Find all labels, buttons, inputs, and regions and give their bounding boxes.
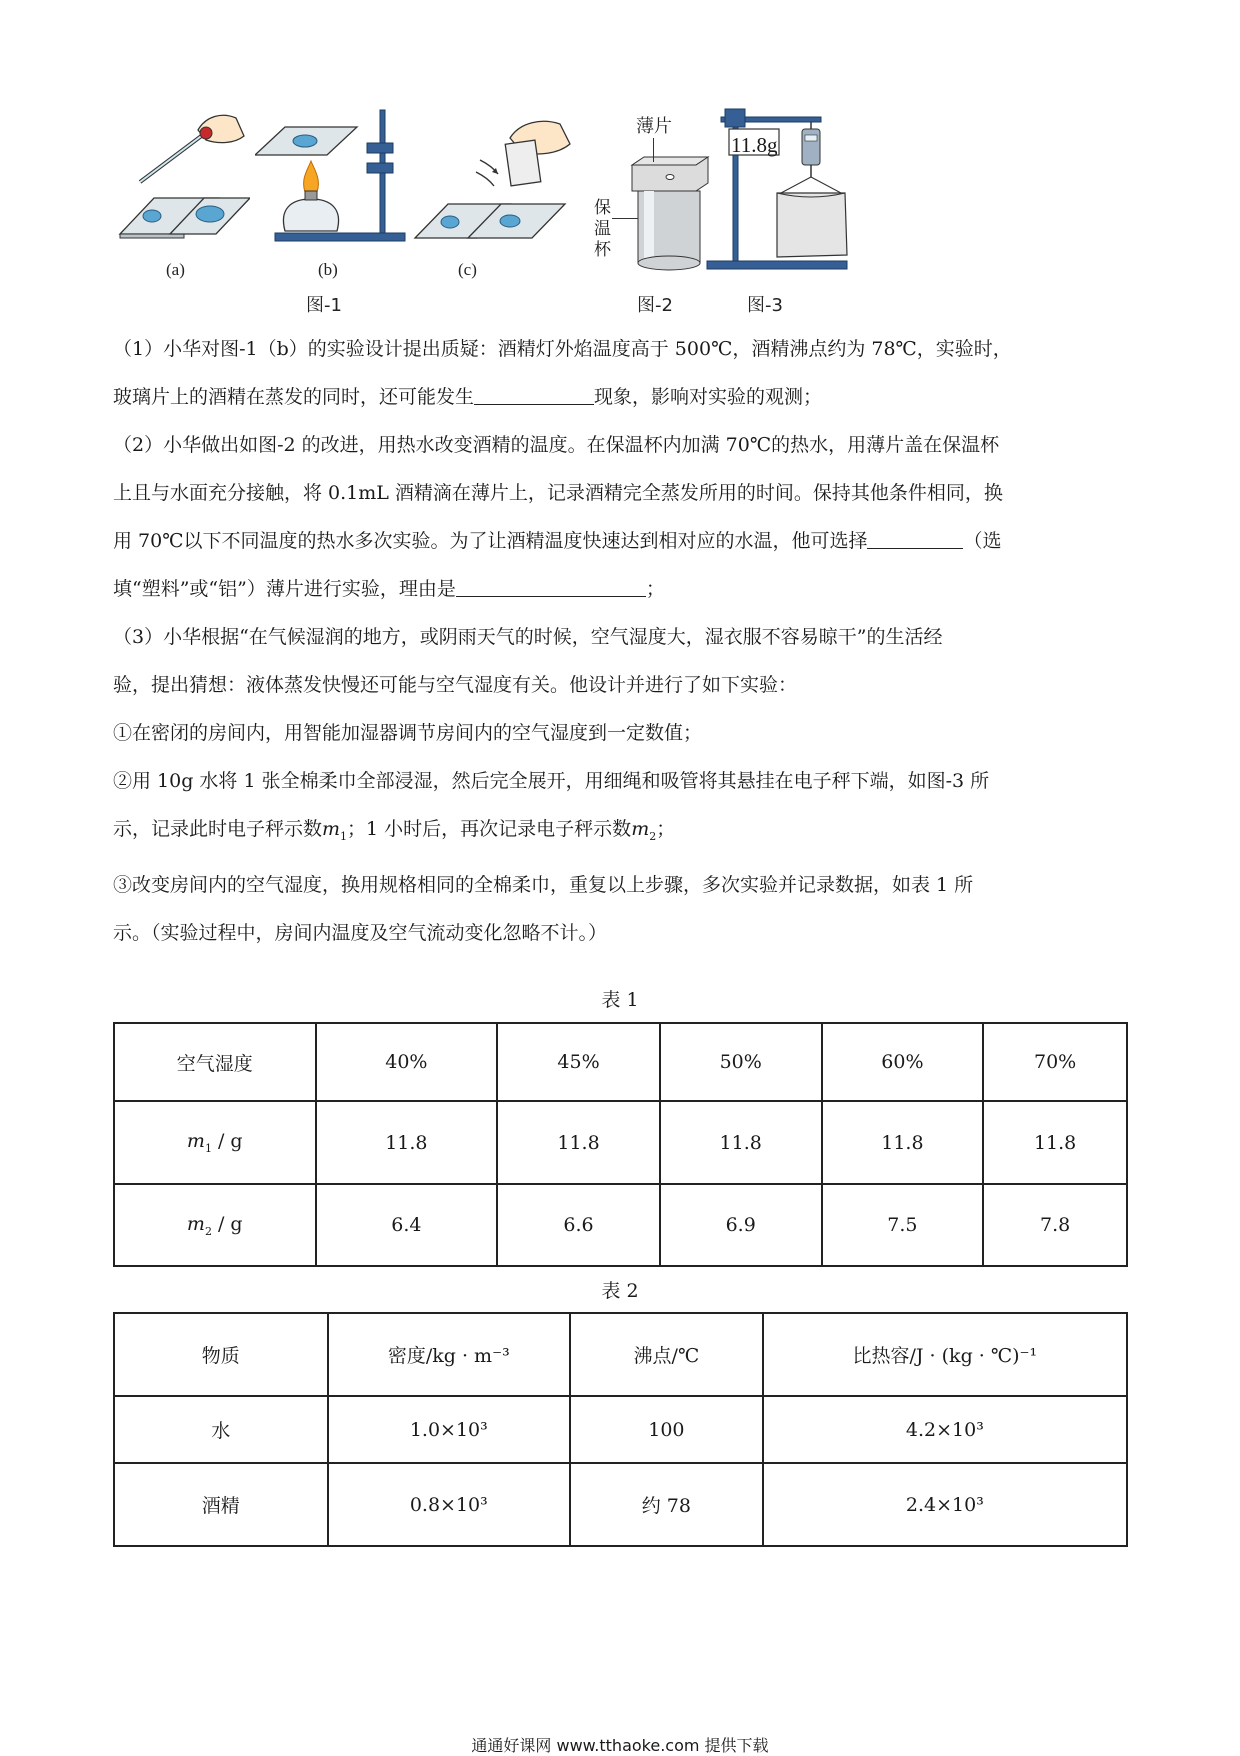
step-2-line-2-b: ；1 小时后，再次记录电子秤示数 — [347, 818, 632, 840]
table-cell: 7.8 — [983, 1184, 1127, 1266]
figure-2-caption: 图-2 — [637, 295, 673, 316]
figure-2-cup-pointer — [612, 218, 638, 219]
table-cell: 45% — [497, 1023, 660, 1101]
figure-1a-caption: (a) — [166, 260, 185, 279]
table-cell: 100 — [570, 1396, 763, 1463]
q2-line-4 — [113, 565, 1128, 613]
q1-line-1: （1）小华对图-1（b）的实验设计提出质疑：酒精灯外焰温度高于 500℃，酒精沸点约为 78℃，实验时， — [113, 338, 1012, 360]
table-2-caption: 表 2 — [601, 1280, 639, 1302]
table-cell: 水 — [114, 1396, 328, 1463]
table-1-m1-row — [114, 1101, 1127, 1184]
table-cell: 50% — [660, 1023, 822, 1101]
m1-symbol: $m_1$ — [322, 818, 348, 843]
m2-row-label: $m_2$ / g — [114, 1184, 316, 1266]
step-2-line-2-c: ； — [656, 818, 676, 840]
m1-row-label: $m_1$ / g — [114, 1101, 316, 1184]
answer-blank-3[interactable] — [456, 574, 646, 597]
figure-2-sheet-label: 薄片 — [636, 116, 672, 137]
step-3-line-1: ③改变房间内的空气湿度，换用规格相同的全棉柔巾，重复以上步骤，多次实验并记录数据，如表 1 所 — [113, 873, 974, 896]
table-cell: 60% — [822, 1023, 984, 1101]
table-cell: 2.4×10³ — [763, 1463, 1127, 1546]
m2-symbol: $m_2$ — [631, 818, 657, 843]
figure-1c-caption: (c) — [458, 260, 477, 279]
answer-blank-2[interactable] — [867, 526, 963, 549]
table-cell: 物质 — [114, 1313, 328, 1396]
figure-1-caption: 图-1 — [306, 295, 342, 316]
step-2-line-2-a: 示，记录此时电子秤示数 — [113, 818, 323, 840]
q2-line-3 — [113, 517, 1128, 565]
q1-line-2-start: 玻璃片上的酒精在蒸发的同时，还可能发生 — [113, 386, 475, 408]
q2-line-3-start: 用 70℃以下不同温度的热水多次实验。为了让酒精温度快速达到相对应的水温，他可选择 — [113, 530, 868, 552]
step-2-line-2 — [113, 805, 1128, 861]
q2-line-1: （2）小华做出如图-2 的改进，用热水改变酒精的温度。在保温杯内加满 70℃的热水，用薄片盖在保温杯 — [113, 434, 1000, 456]
table-cell: 0.8×10³ — [328, 1463, 571, 1546]
table-2-row-water — [114, 1396, 1127, 1463]
question-text — [113, 325, 1128, 957]
step-2-line-1: ②用 10g 水将 1 张全棉柔巾全部浸湿，然后完全展开，用细绳和吸管将其悬挂在电子秤下端，如图-3 所 — [113, 770, 990, 792]
q1-line-2-end: 现象，影响对实验的观测； — [594, 386, 823, 408]
figure-3-scale-stand — [705, 105, 855, 275]
table-cell: 11.8 — [497, 1101, 660, 1184]
q2-line-4-start: 填“塑料”或“铝”）薄片进行实验，理由是 — [113, 578, 456, 600]
figure-1b — [255, 105, 415, 245]
figure-3-scale-reading: 11.8g — [731, 133, 778, 157]
table-cell: 4.2×10³ — [763, 1396, 1127, 1463]
table-cell: 11.8 — [660, 1101, 822, 1184]
q2-line-2: 上且与水面充分接触，将 0.1mL 酒精滴在薄片上，记录酒精完全蒸发所用的时间。保持其他条件相同，换 — [113, 482, 1003, 504]
figure-2-sheet-pointer — [653, 138, 654, 162]
q1-line-2 — [113, 373, 1128, 421]
page-footer: 通通好课网 www.tthaoke.com 提供下载 — [471, 1736, 769, 1755]
step-3-line-2: 示。（实验过程中，房间内温度及空气流动变化忽略不计。） — [113, 921, 608, 944]
table-cell: 沸点/℃ — [570, 1313, 763, 1396]
table-1-m2-row — [114, 1184, 1127, 1266]
table-cell: 1.0×10³ — [328, 1396, 571, 1463]
table-cell: 6.9 — [660, 1184, 822, 1266]
table-cell: 11.8 — [983, 1101, 1127, 1184]
table-1 — [113, 1022, 1128, 1267]
table-cell: 11.8 — [316, 1101, 498, 1184]
figure-3-caption: 图-3 — [747, 295, 783, 316]
table-cell: 空气湿度 — [114, 1023, 316, 1101]
figure-1b-caption: (b) — [318, 260, 338, 279]
table-cell: 40% — [316, 1023, 498, 1101]
figure-2-thermos-cup — [630, 155, 710, 273]
table-cell: 6.6 — [497, 1184, 660, 1266]
table-1-header-row — [114, 1023, 1127, 1101]
table-cell: 比热容/J · (kg · ℃)⁻¹ — [763, 1313, 1127, 1396]
table-cell: 约 78 — [570, 1463, 763, 1546]
q2-line-3-end: （选 — [963, 530, 1002, 552]
figure-1a — [110, 100, 250, 250]
q3-line-2: 验，提出猜想：液体蒸发快慢还可能与空气湿度有关。他设计并进行了如下实验： — [113, 674, 798, 696]
q2-line-4-end: ； — [645, 578, 665, 600]
table-2-row-alcohol — [114, 1463, 1127, 1546]
step-1: ①在密闭的房间内，用智能加湿器调节房间内的空气湿度到一定数值； — [113, 722, 703, 744]
answer-blank-1[interactable] — [474, 382, 594, 405]
table-cell: 6.4 — [316, 1184, 498, 1266]
table-cell: 酒精 — [114, 1463, 328, 1546]
q3-line-1: （3）小华根据“在气候湿润的地方，或阴雨天气的时候，空气湿度大，湿衣服不容易晾干”的生活经 — [113, 626, 943, 648]
table-cell: 11.8 — [822, 1101, 984, 1184]
figure-1c — [410, 110, 585, 245]
figure-2-cup-label: 保温杯 — [594, 198, 611, 260]
table-2-header-row — [114, 1313, 1127, 1396]
table-1-caption: 表 1 — [601, 989, 639, 1011]
table-cell: 7.5 — [822, 1184, 984, 1266]
table-cell: 70% — [983, 1023, 1127, 1101]
table-cell: 密度/kg · m⁻³ — [328, 1313, 571, 1396]
table-2 — [113, 1312, 1128, 1547]
